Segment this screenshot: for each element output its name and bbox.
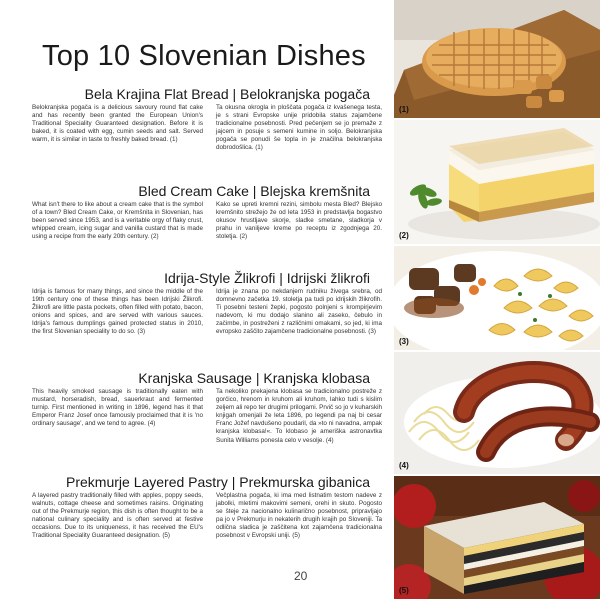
page-title: Top 10 Slovenian Dishes [42,40,366,72]
section-heading-sausage: Kranjska Sausage | Kranjska klobasa [138,370,370,386]
section-text-en-sausage: This heavily smoked sausage is traditionally eaten with mustard, horseradish, bread, sauerkraut and fermented turnip. First mentioned in writing in 1896, legend has it that Emperor Franz Josef once famously proclaimed that it is 'no ordinary sausage', and we tend to agree. (4) [32,388,203,428]
section-text-en-flat-bread: Belokranjska pogača is a delicious savoury round flat cake and has recently been granted the European Union's Traditional Speciality Guaranteed designation. Before it is baked, it is coated with egg, cumin seeds and salt. Served warm, it is similar in taste to freshly baked bread. (1) [32,104,203,144]
section-heading-flat-bread: Bela Krajina Flat Bread | Belokranjska pogača [84,86,370,102]
section-heading-zlikrofi: Idrija-Style Žlikrofi | Idrijski žlikrofi [164,270,370,286]
photo-label-1: (1) [399,105,409,114]
page-number: 20 [294,569,308,583]
zlikrofi-photo [394,246,600,350]
section-text-sl-flat-bread: Ta okusna okrogla in ploščata pogača iz kvašenega testa, je s strani Evropske unije pridobila status zajamčene tradicionalne posebnosti. Pred pečenjem se jo premaže z jajcem in posuje s semeni kumine in soljo. Belokranjska pogača se ponudi še topla in je značilna belokranjska dobrodošlica. (1) [216,104,382,152]
section-text-en-zlikrofi: Idrija is famous for many things, and since the middle of the 19th century one of these things has been Idrijski Žlikrofi. Žlikrofi are little pasta pockets, often filled with potato, bacon, onions and spices, and are served with various sauces. Idrija's famous dumplings gained protected status in 2010, the first Slovenian speciality to do so. (3) [32,288,203,336]
photo-strip [394,0,600,599]
photo-label-3: (3) [399,337,409,346]
section-text-sl-cream-cake: Kako se upreti kremni rezini, simbolu mesta Bled? Blejsko kremšnito strežejo že od leta 1953 in predstavlja bogastvo okusov hrustljave skorje, sladke smetane, sladkorja v prahu in vaniljeve kreme po receptu iz zgodnjega 20. stoletja. (2) [216,201,382,241]
section-heading-cream-cake: Bled Cream Cake | Blejska kremšnita [138,183,370,199]
flat-bread-photo [394,0,600,118]
section-text-en-cream-cake: What isn't there to like about a cream cake that is the symbol of a town? Bled Cream Cake, or Kremšnita in Slovenian, has been served since 1953, and is a veritable orgy of flaky crust, whipped cream, icing sugar and vanilla custard that is made using a recipe from the early 20th century. (2) [32,201,203,241]
section-text-sl-zlikrofi: Idrija je znana po nekdanjem rudniku živega srebra, od domnevno začetka 19. stoletja pa tudi po idrijskih žlikrofih. Ti posebni testeni žepki, pogosto polnjeni s krompirjevim nadevom, ki mu dodajo slanino ali zaseko, čebulo in začimbe, in postreženi z različnimi omakami, so jed, ki ima evropsko zaščito zajamčene tradicionalne posebnosti. (3) [216,288,382,336]
section-text-sl-sausage: Ta nekoliko prekajena klobasa se tradicionalno postreže z gorčico, hrenom in kruhom ali kruhom, lahko tudi s kislim zeljem ali repo ter drugimi prilogami. Prvič so jo v kuharskih knjigah omenjali že leta 1896, po legendi pa naj bi cesar Franc Jožef navdušeno poudaril, da »to ni navadna, ampak kranjska klobasa!«. To klobaso je ameriška astronavtka Sunita Williams ponesla celo v vesolje. (4) [216,388,382,444]
section-text-sl-gibanica: Večplastna pogača, ki ima med listnatim testom nadeve z jabolki, mletimi makovimi semeni, orehi in skuto. Pogosto se šteje za nacionalno kulinarično posebnost, pripravljajo pa jo v Prekmurju in nekaterih drugih krajih po Sloveniji. Ta odlična sladica je zaščitena kot zajamčena tradicionalna posebnost v Evropski uniji. (5) [216,492,382,540]
section-heading-gibanica: Prekmurje Layered Pastry | Prekmurska gibanica [66,474,370,490]
section-text-en-gibanica: A layered pastry traditionally filled with apples, poppy seeds, walnuts, cottage cheese and sometimes raisins. Originating out of the Prekmurje region, this dish is often thought to be a national culinary speciality and is often served at festive occasions. Due to its uniqueness, it has received the EU's Traditional Speciality Guaranteed designation. (5) [32,492,203,540]
cream-cake-photo [394,120,600,244]
sausage-photo [394,352,600,474]
photo-label-4: (4) [399,461,409,470]
photo-label-5: (5) [399,586,409,595]
photo-label-2: (2) [399,231,409,240]
gibanica-photo [394,476,600,599]
